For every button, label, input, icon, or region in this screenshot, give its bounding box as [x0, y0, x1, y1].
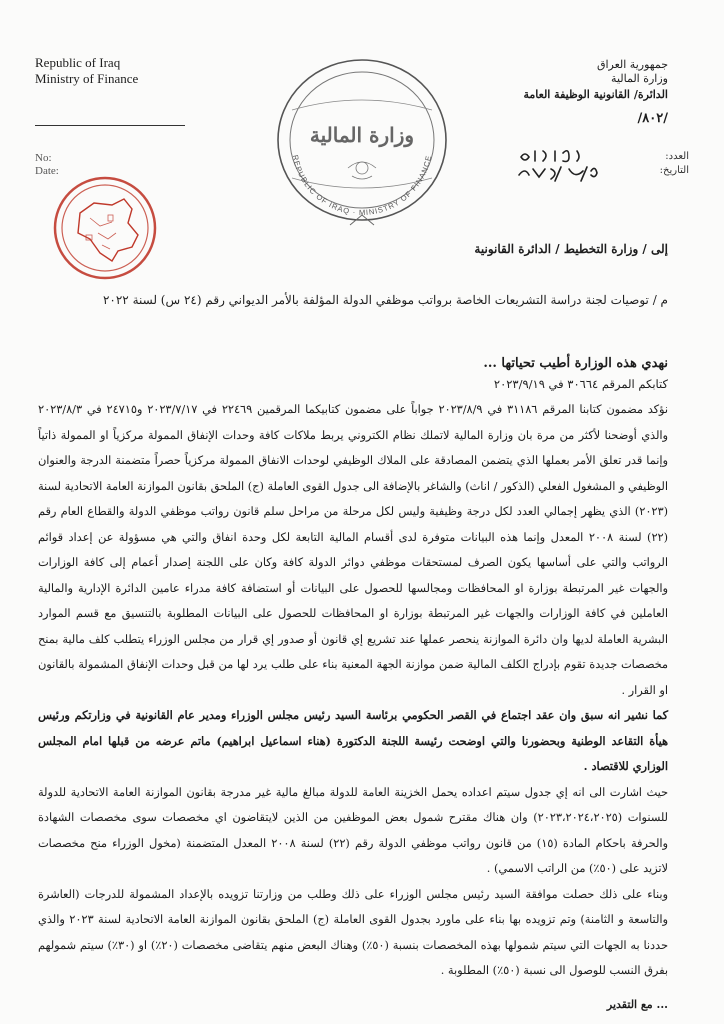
no-label-en: No:	[35, 152, 52, 164]
body-paragraph-4: وبناء على ذلك حصلت موافقة السيد رئيس مجلس الوزراء على ذلك وطلب من وزارتنا تزويده بالإعداد المشمولة للدرجات (العاشرة والتاسعة و الثامنة) وتم تزويده بها بناء على ماورد بجدول القوى العاملة (ج) الملحق بقانون الموازنة العامة الاتحادية لسنة ٢٠٢٣ والذي حددنا به الجهات التي سيتم شمولها بهذه المخصصات بنسبة (٥٠٪) وهناك البعض منهم يتقاضى مخصصات (٢٠٪) او (٣٠٪) سيتم شمولهم بفرق النسب للوصول الى نسبة (٥٠٪) المطلوبة .	[38, 887, 668, 977]
addressee: إلى / وزارة التخطيط / الدائرة القانونية	[474, 242, 668, 256]
country-name-en: Republic of Iraq	[35, 55, 121, 70]
country-name-ar: جمهورية العراق	[596, 58, 668, 71]
ministry-seal	[262, 50, 462, 230]
red-stamp-iraq-map	[50, 173, 160, 283]
department-prefix: الدائرة/	[633, 88, 668, 101]
body-paragraph-1: نؤكد مضمون كتابنا المرقم ٣١١٨٦ في ٢٠٢٣/٨/٩ جواباً على مضمون كتابيكما المرقمين ٢٢٤٦٩ في ٢٠٢٣/٧/١٧ و٢٤٧١٥ في ٢٠٢٣/٨/٣ والذي أوضحنا لأكثر من مرة بان وزارة المالية لاتملك نظام الكتروني يربط ملاكات كافة وحدات الإنفاق الممولة مركزياً او الممولة ذاتياً وإنما قدر تعلق الأمر بعملها الذي يتضمن المصادقة على الملاك الوظيفي لوحدات الانفاق الممولة مركزياً حصراً متضمنة الدرجة والعنوان الوظيفي و المشغول الفعلي (الذكور / اناث) والشاغر بالإضافة الى جدول القوى العاملة (ج) الملحق بقانون الموازنة العامة الاتحادية لسنة (٢٠٢٣) الذي يظهر إجمالي العدد لكل درجة وظيفية وليس لكل مرحلة من مراحل سلم قانون رواتب موظفي الدولة والقطاع العام رقم (٢٢) لسنة ٢٠٠٨ المعدل وإنما هذه البيانات متوفرة لدى أقسام المالية التابعة لكل وحدة انفاق والتي هي مسؤولة عن إعداد قوائم الرواتب والتي على أساسها يكون الصرف لمستحقات موظفي دوائر الدولة كافة وكان على اللجنة إصدار أعمام إلى كافة الوزارات والجهات غير المرتبطة بوزارة او المحافظات ومجالسها للحصول على البيانات أو استضافة كافة مدراء عامين الدائرة الإدارية والمالية العاملين في كافة الوزارات والجهات غير المرتبطة بوزارة او المحافظات للحصول على البيانات المطلوبة بالتنسيق مع قسم الموارد البشرية العاملة لديها وان دائرة الموازنة ينحصر عملها عند تشريع إي قانون أو صدور إي قرار من مجلس الوزراء يتطلب كلف مالية بمنح مخصصات جديدة تقوم بإدراج الكلف المالية ضمن موازنة الجهة المعنية بناء على طلب يرد لها من قبل وحدات الإنفاق المشمولة بالقانون او القرار .	[38, 403, 669, 697]
date-label-en: Date:	[35, 165, 59, 177]
closing-line: ... مع التقدير	[606, 998, 668, 1011]
body-paragraph-2: كما نشير انه سبق وان عقد اجتماع في القصر الحكومي برئاسة السيد رئيس مجلس الوزراء ومدير عام القانونية في وزارتكم ورئيس هيأة التقاعد الوطنية وبحضورنا والتي اوضحت رئيسة اللجنة الدكتورة (هناء اسماعيل ابراهيم) ماتم عرضه من قبلها امام المجلس الوزاري للاقتصاد .	[38, 708, 668, 773]
arabic-letterhead	[524, 58, 669, 126]
arabic-no-date	[660, 150, 689, 178]
english-letterhead	[35, 55, 138, 87]
department-label	[524, 88, 669, 102]
subject-line: م / توصيات لجنة دراسة التشريعات الخاصة برواتب موظفي الدولة المؤلفة بالأمر الديواني رقم (٢٤ س) لسنة ٢٠٢٢	[102, 293, 668, 307]
body-paragraph-3: حيث اشارت الى انه إي جدول سيتم اعداده يحمل الخزينة العامة للدولة مبالغ مالية غير مدرجة بقانون الموازنة العامة الاتحادية للدولة للسنوات (٢٠٢٣،٢٠٢٤،٢٠٢٥) وان هناك مقترح شمول بعض الموظفين من الذين لايتقاضون اي مخصصات سوى مخصصات الشهادة والحرفة باحكام المادة (١٥) من قانون رواتب موظفي الدولة رقم (٢٢) لسنة ٢٠٠٨ المعدل المتضمنة (مخول الوزراء منح مخصصات لاتزيد على (٥٠٪) من الراتب الاسمي) .	[38, 785, 669, 875]
no-label-ar: العدد:	[665, 151, 689, 162]
reference-line: كتابكم المرقم ٣٠٦٦٤ في ٢٠٢٣/٩/١٩	[493, 377, 668, 391]
date-label-ar: التاريخ:	[659, 165, 689, 176]
greeting: نهدي هذه الوزارة أطيب تحياتها ...	[483, 356, 668, 371]
ministry-name-ar: وزارة المالية	[611, 72, 668, 85]
seal-center-text: وزارة المالية	[309, 123, 415, 147]
document-number: /٨٠٢/	[637, 111, 668, 126]
department-name: القانونية الوظيفة العامة	[523, 88, 630, 101]
letter-body	[38, 397, 668, 984]
seal-ring-text: REPUBLIC OF IRAQ · MINISTRY OF FINANCE	[290, 154, 434, 218]
ministry-name-en: Ministry of Finance	[35, 71, 139, 86]
handwritten-number-date	[515, 145, 600, 185]
letterhead-rule	[35, 125, 185, 126]
